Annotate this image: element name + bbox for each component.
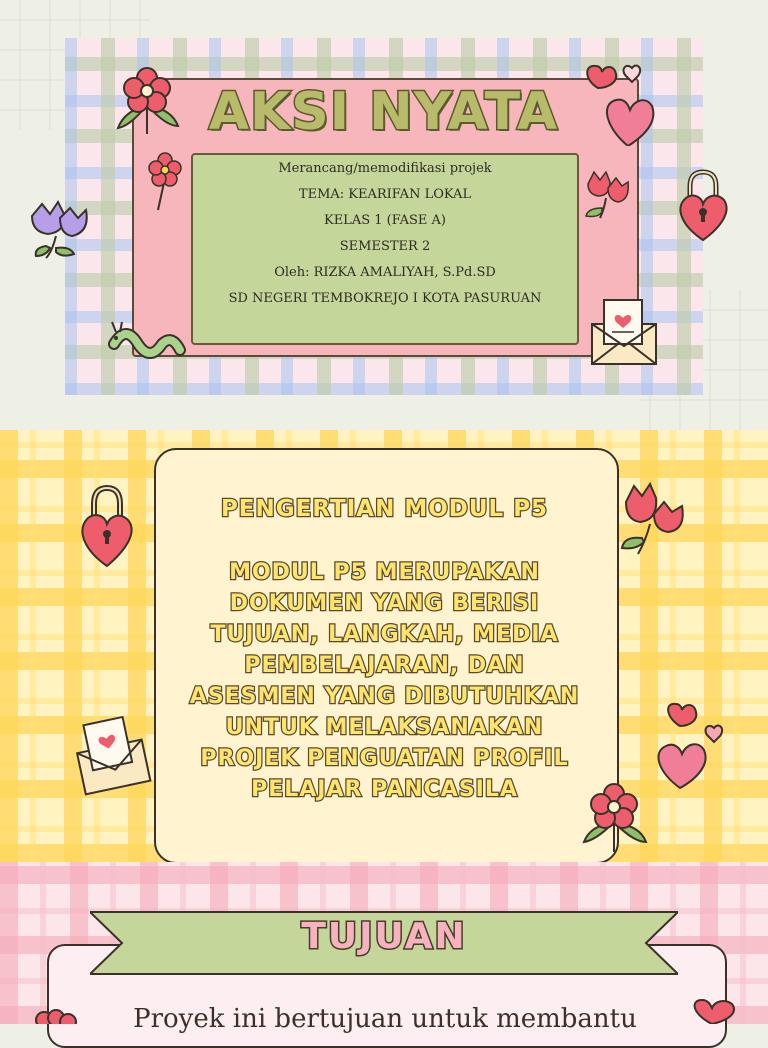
flower-icon (110, 66, 184, 138)
info-line-subtitle: Merancang/memodifikasi projek (278, 161, 492, 176)
definition-line: PEMBELAJARAN, DAN (244, 653, 525, 678)
info-box (191, 153, 579, 345)
info-line-class: KELAS 1 (FASE A) (323, 213, 446, 228)
definition-line: PROJEK PENGUATAN PROFIL (200, 746, 569, 771)
flower-icon (582, 168, 632, 220)
definition-heading: PENGERTIAN MODUL P5 (220, 496, 549, 522)
info-line-author: Oleh: RIZKA AMALIYAH, S.Pd.SD (274, 265, 496, 280)
definition-line: UNTUK MELAKSANAKAN (225, 715, 544, 740)
padlock-heart-icon (672, 168, 734, 244)
heart-icon (676, 998, 746, 1024)
goal-body: Proyek ini bertujuan untuk membantu (133, 1004, 637, 1034)
bell-flower-icon (26, 196, 92, 262)
tulip-icon (616, 480, 690, 558)
info-line-school: SD NEGERI TEMBOKREJO I KOTA PASURUAN (228, 291, 542, 306)
heart-icon (650, 700, 730, 790)
definition-line: DOKUMEN YANG BERISI (229, 591, 540, 616)
definition-line: PELAJAR PANCASILA (251, 777, 518, 802)
padlock-heart-icon (74, 484, 140, 570)
goal-heading: TUJUAN (301, 916, 467, 957)
flower-icon (24, 1008, 84, 1024)
info-line-theme: TEMA: KEARIFAN LOKAL (298, 187, 472, 202)
caterpillar-icon (106, 314, 186, 364)
love-letter-icon (588, 296, 660, 368)
flower-icon (578, 782, 652, 858)
definition-body (154, 557, 615, 805)
heart-icon (578, 62, 658, 146)
flower-icon (140, 152, 190, 214)
definition-line: TUJUAN, LANGKAH, MEDIA (210, 622, 559, 647)
slide-1-title: AKSI NYATA (208, 82, 559, 142)
definition-line: ASESMEN YANG DIBUTUHKAN (189, 684, 580, 709)
love-letter-icon (72, 712, 152, 796)
info-line-semester: SEMESTER 2 (339, 239, 431, 254)
definition-line: MODUL P5 MERUPAKAN (229, 560, 540, 585)
